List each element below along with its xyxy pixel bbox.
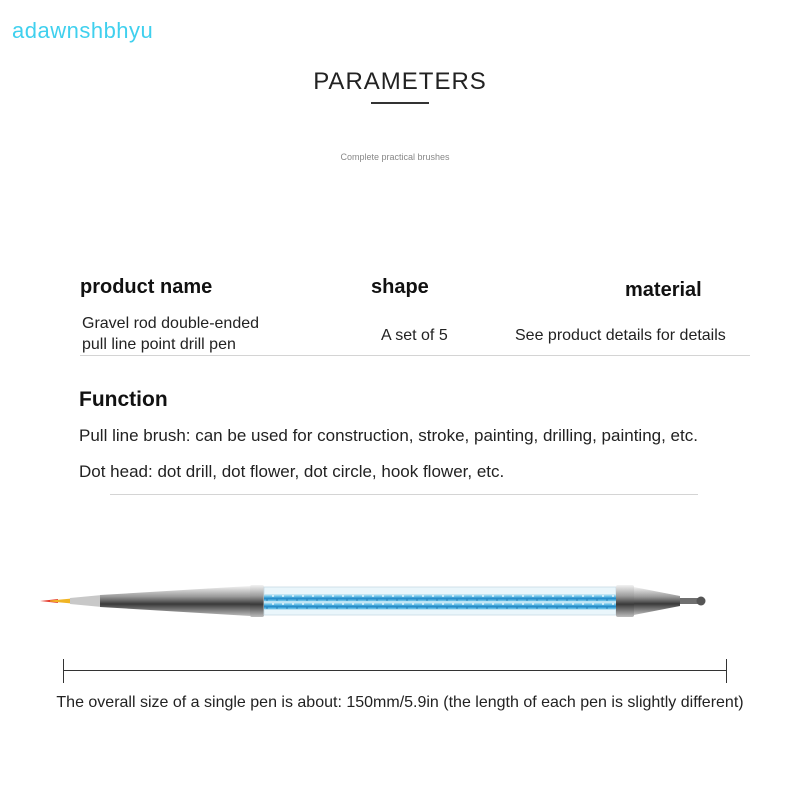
page-subtitle: Complete practical brushes [340,152,450,162]
cell-product-name-line1: Gravel rod double-ended [82,315,260,332]
function-divider [110,494,698,495]
column-header-material: material [625,279,702,301]
size-note: The overall size of a single pen is about: 150mm/5.9in (the length of each pen is slightly different) [56,694,744,711]
nail-art-pen-image [40,570,760,630]
crystal-handle-icon [264,587,616,615]
dimension-tick-right [726,659,727,683]
function-title: Function [79,388,168,411]
cell-material: See product details for details [515,327,726,344]
title-underline [371,102,429,104]
table-divider [80,355,750,356]
watermark: adawnshbhyu [12,18,154,43]
page-title: PARAMETERS [313,68,487,95]
dotting-tip-icon [616,585,706,617]
cell-shape: A set of 5 [381,327,448,344]
function-line-dot-head: Dot head: dot drill, dot flower, dot circle, hook flower, etc. [79,462,505,481]
dimension-line [63,659,727,683]
dimension-tick-left [63,659,64,683]
brush-tip-icon [40,595,102,607]
column-header-product-name: product name [80,276,213,298]
column-header-shape: shape [371,276,429,298]
ferrule-icon [100,585,264,617]
cell-product-name-line2: pull line point drill pen [82,336,236,353]
dimension-bar [63,670,727,671]
function-line-pull-brush: Pull line brush: can be used for construction, stroke, painting, drilling, painting, etc. [79,426,698,445]
